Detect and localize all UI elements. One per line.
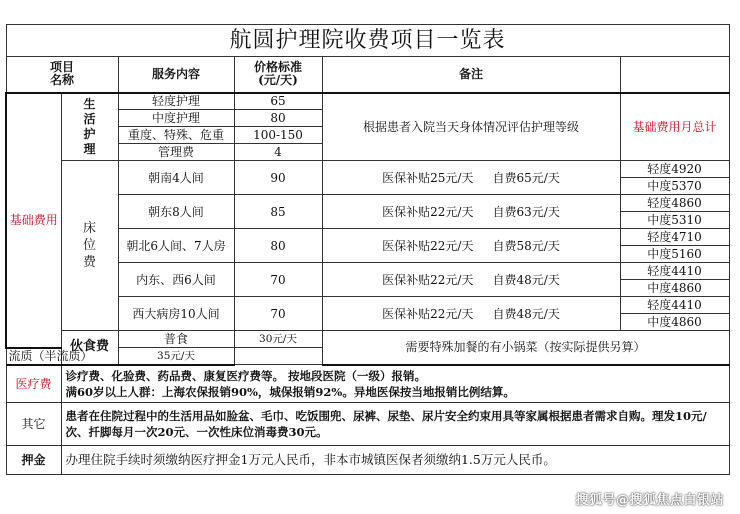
header-empty	[620, 57, 729, 93]
total-light: 轻度4920	[620, 161, 729, 178]
monthly-total-label: 基础费用月总计	[620, 93, 729, 161]
bed-fee-label-text: 床 位 费	[82, 221, 96, 270]
life-care-service: 管理费	[118, 144, 234, 161]
header-note: 备注	[322, 57, 620, 93]
bed-price: 90	[234, 161, 322, 195]
header-item-name	[6, 57, 118, 93]
total-light: 轻度4410	[620, 297, 729, 314]
bed-price: 70	[234, 263, 322, 297]
total-medium: 中度4860	[620, 280, 729, 297]
medical-line-2: 满60岁以上人群：上海农保报销90%，城保报销92%。异地医保按当地报销比例结算。	[65, 384, 515, 399]
basic-fee-label: 基础费用	[6, 93, 61, 348]
life-care-service: 轻度护理	[118, 93, 234, 110]
bed-service: 朝北6人间、7人房	[118, 229, 234, 263]
bed-fee-label	[61, 161, 118, 331]
total-medium: 中度5370	[620, 178, 729, 195]
life-care-price: 4	[234, 144, 322, 161]
bed-note: 医保补贴22元/天 自费58元/天	[322, 229, 620, 263]
bed-service: 内东、西6人间	[118, 263, 234, 297]
life-care-service: 中度护理	[118, 110, 234, 127]
deposit-label: 押金	[6, 446, 61, 475]
header-item-name-text: 项目 名称	[49, 60, 74, 88]
bed-note: 医保补贴22元/天 自费48元/天	[322, 297, 620, 331]
bed-price: 80	[234, 229, 322, 263]
deposit-text: 办理住院手续时须缴纳医疗押金1万元人民币，非本市城镇医保者须缴纳1.5万元人民币。	[61, 446, 729, 475]
fee-table	[5, 24, 730, 475]
meal-price: 35元/天	[118, 348, 234, 365]
meal-price: 30元/天	[234, 331, 322, 348]
header-price-text: 价格标准 (元/天)	[253, 60, 302, 88]
medical-fee-label: 医疗费	[6, 365, 61, 403]
bed-price: 70	[234, 297, 322, 331]
bed-note: 医保补贴22元/天 自费63元/天	[322, 195, 620, 229]
bed-service: 朝东8人间	[118, 195, 234, 229]
meal-service: 普食	[118, 331, 234, 348]
header-price	[234, 57, 322, 93]
life-care-price: 65	[234, 93, 322, 110]
meal-fee-label: 伙食费	[61, 331, 118, 365]
life-care-note: 根据患者入院当天身体情况评估护理等级	[322, 93, 620, 161]
header-service: 服务内容	[118, 57, 234, 93]
medical-fee-text	[61, 365, 729, 403]
total-medium: 中度4860	[620, 314, 729, 331]
life-care-label	[61, 93, 118, 161]
other-label: 其它	[6, 403, 61, 446]
meal-service: 流质（半流质）	[6, 348, 61, 365]
bed-note: 医保补贴22元/天 自费48元/天	[322, 263, 620, 297]
bed-service: 西大病房10人间	[118, 297, 234, 331]
total-light: 轻度4710	[620, 229, 729, 246]
total-medium: 中度5310	[620, 212, 729, 229]
bed-price: 85	[234, 195, 322, 229]
total-light: 轻度4860	[620, 195, 729, 212]
life-care-price: 80	[234, 110, 322, 127]
medical-line-1: 诊疗费、化验费、药品费、康复医疗费等。 按地段医院（一级）报销。	[65, 368, 426, 383]
watermark: 搜狐号@搜狐焦点白银站	[575, 493, 724, 508]
page-title: 航圆护理院收费项目一览表	[6, 25, 729, 57]
bed-service: 朝南4人间	[118, 161, 234, 195]
life-care-label-text: 生 活 护 理	[83, 96, 96, 156]
bed-note: 医保补贴25元/天 自费65元/天	[322, 161, 620, 195]
total-light: 轻度4410	[620, 263, 729, 280]
meal-note: 需要特殊加餐的有小锅菜（按实际提供另算）	[322, 331, 729, 365]
life-care-service: 重度、特殊、危重	[118, 127, 234, 144]
other-text: 患者在住院过程中的生活用品如脸盆、毛巾、吃饭围兜、尿裤、尿垫、尿片安全约束用具等家属根据患者需求自购。理发10元/次、扦脚每月一次20元、一次性床位消毒费30元。	[61, 403, 729, 446]
life-care-price: 100-150	[234, 127, 322, 144]
total-medium: 中度5160	[620, 246, 729, 263]
